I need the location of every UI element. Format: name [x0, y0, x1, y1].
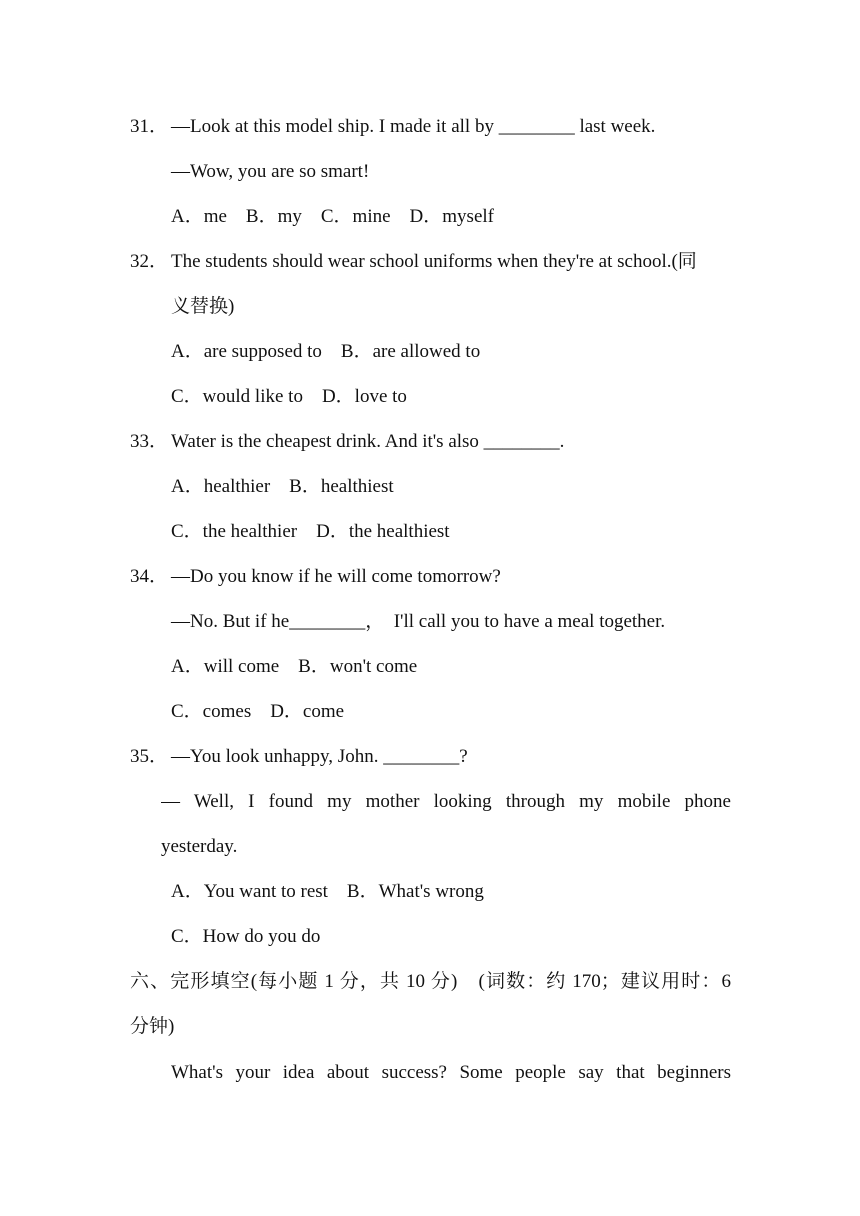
question-number: 35． — [130, 746, 169, 767]
question-35-options-row-2: C．How do you do — [171, 926, 321, 947]
question-32-options-row-1: A．are supposed to B．are allowed to — [171, 341, 481, 362]
question-33-options-row-1: A．healthier B．healthiest — [171, 476, 394, 497]
question-35-options-row-1: A．You want to rest B．What's wrong — [171, 881, 484, 902]
section-heading-continued: 分钟) — [130, 1016, 175, 1037]
question-32-stem-continued: 义替换) — [171, 296, 235, 317]
section-heading: 六、完形填空(每小题 1 分，共 10 分) (词数：约 170；建议用时：6 — [130, 971, 731, 992]
question-stem: —You look unhappy, John. ________? — [171, 746, 468, 767]
question-35-reply-continued: yesterday. — [161, 836, 238, 857]
question-stem: —Look at this model ship. I made it all by ________ last week. — [171, 116, 656, 137]
question-stem: Water is the cheapest drink. And it's also ________. — [171, 431, 565, 452]
question-number: 31． — [130, 116, 169, 137]
question-34-options-row-2: C．comes D．come — [171, 701, 345, 722]
question-number: 34． — [130, 566, 169, 587]
question-number: 32． — [130, 251, 169, 272]
question-34-reply: —No. But if he________， I'll call you to have a meal together. — [171, 611, 666, 632]
question-35-reply: — Well, I found my mother looking through my mobile phone — [161, 791, 731, 812]
question-31-options: A．me B．my C．mine D．myself — [171, 206, 494, 227]
question-stem: —Do you know if he will come tomorrow? — [171, 566, 501, 587]
question-32-options-row-2: C．would like to D．love to — [171, 386, 407, 407]
question-34-options-row-1: A．will come B．won't come — [171, 656, 418, 677]
question-number: 33． — [130, 431, 169, 452]
question-33-options-row-2: C．the healthier D．the healthiest — [171, 521, 450, 542]
question-stem: The students should wear school uniforms when they're at school.(同 — [171, 251, 697, 272]
question-31-reply: —Wow, you are so smart! — [171, 161, 370, 182]
passage-line: What's your idea about success? Some people say that beginners — [171, 1062, 731, 1083]
